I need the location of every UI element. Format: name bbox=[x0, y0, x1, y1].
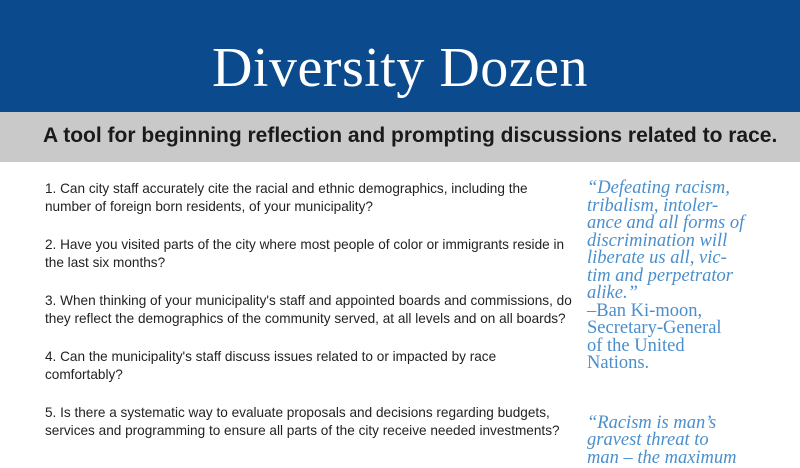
question-item: 3. When thinking of your municipality's staff and appointed boards and commissions, do they reflect the demographics of the community served, at all levels and on all boards? bbox=[45, 293, 572, 326]
quote-line: “Racism is man’s bbox=[587, 412, 717, 433]
quote-line: discrimination will bbox=[587, 230, 728, 251]
quote-ban-ki-moon bbox=[587, 180, 787, 373]
quote-sidebar bbox=[587, 180, 787, 467]
question-item: 1. Can city staff accurately cite the racial and ethnic demographics, including the number of foreign born residents, of your municipality? bbox=[45, 181, 528, 214]
question-item: 4. Can the municipality's staff discuss issues related to or impacted by race comfortably? bbox=[45, 349, 497, 382]
page-title: Diversity Dozen bbox=[211, 37, 589, 99]
quote-attribution: Nations. bbox=[587, 353, 650, 373]
quote-attribution: –Ban Ki-moon, bbox=[587, 300, 703, 321]
quote-line: gravest threat to bbox=[587, 430, 709, 450]
quote-line: man – the maximum bbox=[587, 447, 737, 468]
quote-attribution: Secretary-General bbox=[587, 318, 722, 338]
question-list bbox=[45, 180, 575, 460]
quote-line: liberate us all, vic- bbox=[587, 248, 727, 268]
quote-attribution: of the United bbox=[587, 335, 685, 356]
question-item: 5. Is there a systematic way to evaluate proposals and decisions regarding budgets, services and programming to ensure all parts of the city receive needed investments? bbox=[45, 405, 560, 438]
page-subtitle: A tool for beginning reflection and prompting discussions related to race. bbox=[43, 124, 778, 147]
quote-line: “Defeating racism, bbox=[587, 178, 730, 198]
quote-line: tim and perpetrator bbox=[587, 265, 733, 286]
quote-line: tribalism, intoler- bbox=[587, 195, 719, 216]
quote-racism bbox=[587, 412, 787, 468]
subtitle-bar bbox=[0, 112, 800, 162]
quote-line: ance and all forms of bbox=[587, 213, 745, 233]
question-item: 2. Have you visited parts of the city where most people of color or immigrants reside in the last six months? bbox=[45, 237, 565, 270]
quote-line: alike.” bbox=[587, 283, 638, 303]
title-banner bbox=[0, 0, 800, 112]
